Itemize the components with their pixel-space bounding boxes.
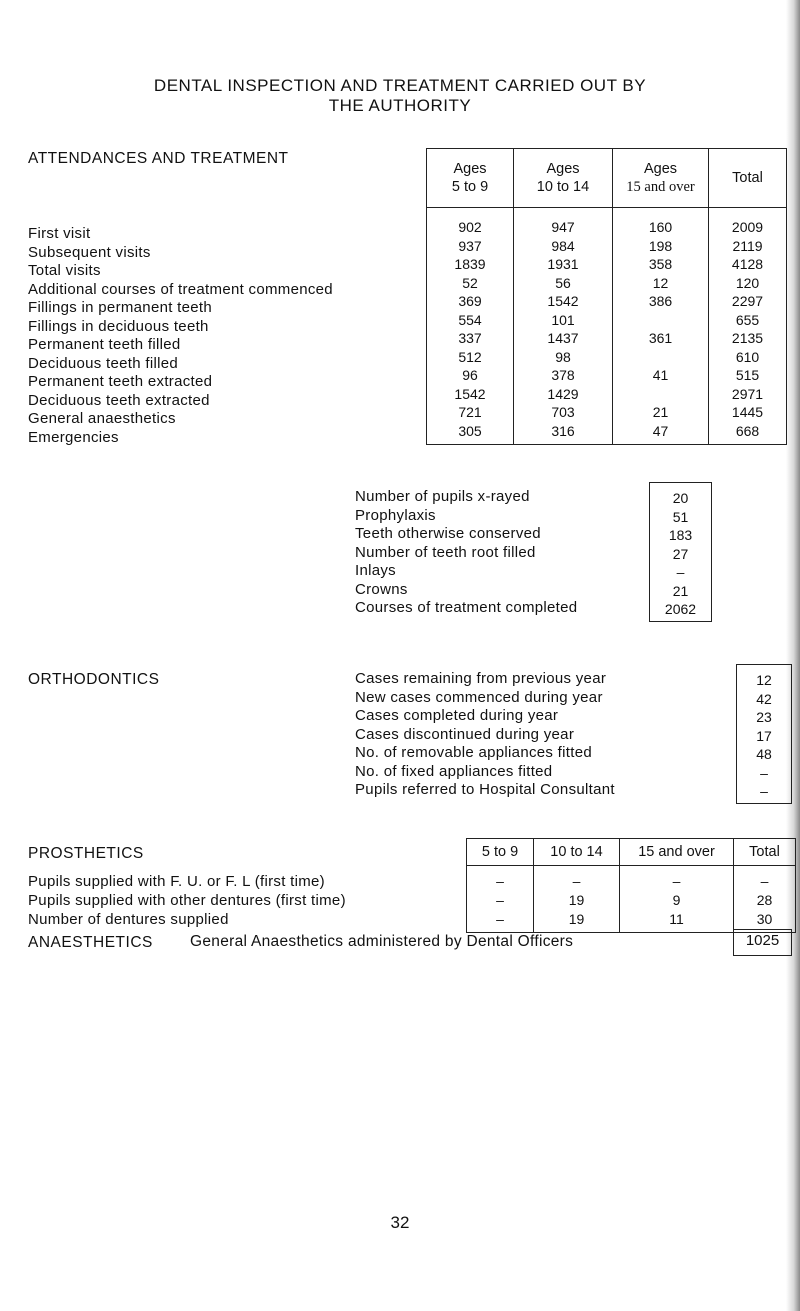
column-header: Ages 15 and over <box>613 149 709 208</box>
row-label: Number of pupils x-rayed <box>355 488 530 505</box>
orthodontics-labels <box>355 670 615 800</box>
table-cell: 30 <box>734 910 796 933</box>
table-cell: 160 <box>613 208 709 237</box>
row-label: Prophylaxis <box>355 506 436 524</box>
column-header: 5 to 9 <box>467 839 534 866</box>
row-label: Crowns <box>355 580 408 598</box>
table-cell: 41 <box>613 366 709 385</box>
value-cell: – <box>760 783 768 799</box>
table-cell: 12 <box>613 274 709 293</box>
table-cell: 1931 <box>514 255 613 274</box>
table-cell: 984 <box>514 237 613 256</box>
table-cell: 1429 <box>514 385 613 404</box>
table-row <box>427 403 787 422</box>
table-row <box>427 366 787 385</box>
value-cell: 20 <box>672 490 689 506</box>
row-label: Cases remaining from previous year <box>355 670 607 687</box>
table-cell <box>613 311 709 330</box>
table-cell: 2971 <box>709 385 787 404</box>
row-label: Subsequent visits <box>28 243 151 261</box>
table-cell: 937 <box>427 237 514 256</box>
table-cell: 19 <box>534 910 620 933</box>
table-cell: 386 <box>613 292 709 311</box>
value-cell: – <box>760 764 768 781</box>
row-label: First visit <box>28 225 91 242</box>
row-label: Cases discontinued during year <box>355 725 575 743</box>
table-row <box>427 237 787 256</box>
page-title-line-2: THE AUTHORITY <box>328 96 472 115</box>
table-cell: 655 <box>709 311 787 330</box>
prosthetics-table <box>466 838 796 933</box>
table-cell: – <box>534 866 620 892</box>
table-cell: 1542 <box>514 292 613 311</box>
table-row <box>427 208 787 237</box>
row-label: Emergencies <box>28 428 119 446</box>
column-header: Total <box>709 149 787 208</box>
table-cell: 4128 <box>709 255 787 274</box>
table-cell: 378 <box>514 366 613 385</box>
row-label: Teeth otherwise conserved <box>355 525 541 542</box>
prosthetics-labels <box>28 872 346 929</box>
table-cell: 11 <box>620 910 734 933</box>
table-row <box>427 422 787 445</box>
treatment-summary-labels <box>355 488 577 618</box>
row-label: No. of fixed appliances fitted <box>355 762 553 780</box>
row-label: Additional courses of treatment commenced <box>28 280 333 298</box>
anaesthetics-heading: ANAESTHETICS <box>28 934 153 951</box>
table-cell: 52 <box>427 274 514 293</box>
value-cell: 27 <box>672 545 689 562</box>
table-row <box>427 385 787 404</box>
table-cell: 358 <box>613 255 709 274</box>
table-cell: 98 <box>514 348 613 367</box>
orthodontics-heading: ORTHODONTICS <box>28 671 160 688</box>
attendances-table <box>426 148 787 445</box>
table-cell: 305 <box>427 422 514 445</box>
table-cell: 1437 <box>514 329 613 348</box>
prosthetics-heading: PROSTHETICS <box>28 845 144 862</box>
table-cell: 703 <box>514 403 613 422</box>
table-row <box>467 891 796 910</box>
column-header: Ages 10 to 14 <box>514 149 613 208</box>
row-label: Pupils supplied with F. U. or F. L (first time) <box>28 873 325 890</box>
treatment-summary-values-box <box>649 482 712 622</box>
table-cell: 19 <box>534 891 620 910</box>
column-header: Total <box>734 839 796 866</box>
value-cell: 12 <box>756 672 772 688</box>
table-cell: 369 <box>427 292 514 311</box>
table-cell: 2135 <box>709 329 787 348</box>
table-cell: – <box>467 891 534 910</box>
row-label: Courses of treatment completed <box>355 599 578 616</box>
table-cell: 1542 <box>427 385 514 404</box>
row-label: Deciduous teeth filled <box>28 354 179 372</box>
value-cell: – <box>676 564 685 580</box>
value-cell: 183 <box>668 527 693 543</box>
table-cell: 512 <box>427 348 514 367</box>
value-cell: 23 <box>756 709 772 725</box>
table-cell: 2119 <box>709 237 787 256</box>
value-cell: 48 <box>756 746 772 762</box>
column-header: 10 to 14 <box>534 839 620 866</box>
table-cell: 101 <box>514 311 613 330</box>
row-label: Pupils referred to Hospital Consultant <box>355 781 615 798</box>
table-cell: 668 <box>709 422 787 445</box>
row-label: Inlays <box>355 562 396 579</box>
table-cell: 120 <box>709 274 787 293</box>
row-label: Deciduous teeth extracted <box>28 391 210 409</box>
anaesthetics-value-box <box>733 929 792 956</box>
table-row <box>427 311 787 330</box>
table-cell: 610 <box>709 348 787 367</box>
table-cell: 947 <box>514 208 613 237</box>
value-cell: 42 <box>756 690 772 707</box>
table-cell: 361 <box>613 329 709 348</box>
row-label: Cases completed during year <box>355 707 559 724</box>
column-header: 15 and over <box>620 839 734 866</box>
table-row <box>427 292 787 311</box>
table-cell: 96 <box>427 366 514 385</box>
table-cell: 21 <box>613 403 709 422</box>
table-cell: 1839 <box>427 255 514 274</box>
column-header: Ages 5 to 9 <box>427 149 514 208</box>
page-number: 32 <box>390 1213 410 1232</box>
table-cell: 47 <box>613 422 709 445</box>
row-label: Pupils supplied with other dentures (first time) <box>28 892 346 909</box>
page-title-line-1: DENTAL INSPECTION AND TREATMENT CARRIED OUT BY <box>153 76 647 95</box>
table-cell: – <box>467 910 534 933</box>
attendances-heading: ATTENDANCES AND TREATMENT <box>28 150 289 167</box>
value-cell: 2062 <box>664 601 697 617</box>
table-cell: 2297 <box>709 292 787 311</box>
scanned-page-edge <box>786 0 800 1311</box>
table-cell: 28 <box>734 891 796 910</box>
row-label: Permanent teeth extracted <box>28 373 213 390</box>
table-cell: 337 <box>427 329 514 348</box>
table-row <box>427 348 787 367</box>
table-cell: 1445 <box>709 403 787 422</box>
table-cell <box>613 348 709 367</box>
table-cell: – <box>620 866 734 892</box>
table-cell: 198 <box>613 237 709 256</box>
table-cell: 56 <box>514 274 613 293</box>
table-header-row <box>427 149 787 208</box>
anaesthetics-label: General Anaesthetics administered by Dental Officers <box>190 933 574 950</box>
row-label: Fillings in deciduous teeth <box>28 317 209 335</box>
value-cell: 21 <box>672 582 689 599</box>
row-label: Number of dentures supplied <box>28 911 229 928</box>
orthodontics-values-box <box>736 664 792 804</box>
table-cell: 721 <box>427 403 514 422</box>
table-row <box>467 866 796 892</box>
value-cell: 17 <box>756 727 772 744</box>
table-row <box>427 329 787 348</box>
table-row <box>427 274 787 293</box>
row-label: General anaesthetics <box>28 410 176 427</box>
table-cell: 9 <box>620 891 734 910</box>
value-cell: 1025 <box>745 932 780 949</box>
row-label: New cases commenced during year <box>355 688 603 706</box>
table-row <box>427 255 787 274</box>
table-cell: 515 <box>709 366 787 385</box>
table-cell: 2009 <box>709 208 787 237</box>
row-label: No. of removable appliances fitted <box>355 744 592 761</box>
table-cell: 316 <box>514 422 613 445</box>
table-header-row <box>467 839 796 866</box>
row-label: Total visits <box>28 262 101 279</box>
table-cell: – <box>734 866 796 892</box>
table-cell: 902 <box>427 208 514 237</box>
row-label: Fillings in permanent teeth <box>28 299 213 316</box>
attendances-row-labels <box>28 225 333 447</box>
table-cell: 554 <box>427 311 514 330</box>
table-cell <box>613 385 709 404</box>
value-cell: 51 <box>672 508 689 525</box>
table-cell: – <box>467 866 534 892</box>
row-label: Number of teeth root filled <box>355 543 536 561</box>
row-label: Permanent teeth filled <box>28 336 181 353</box>
